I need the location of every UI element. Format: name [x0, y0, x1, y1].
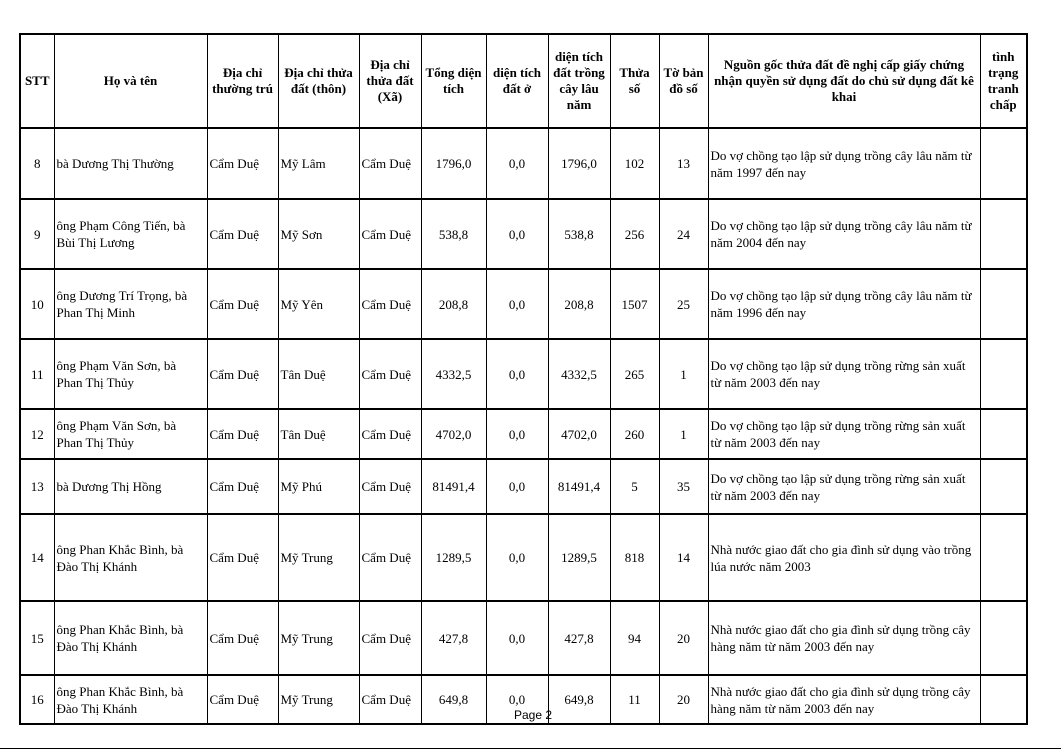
cell-name: ông Dương Trí Trọng, bà Phan Thị Minh	[54, 269, 207, 339]
cell-perennial-area: 427,8	[548, 601, 610, 675]
cell-stt: 10	[20, 269, 54, 339]
cell-permanent-address: Cẩm Duệ	[207, 514, 278, 601]
cell-parcel-number: 94	[610, 601, 659, 675]
cell-name: ông Phan Khắc Bình, bà Đào Thị Khánh	[54, 601, 207, 675]
land-registry-table	[19, 33, 1028, 725]
cell-name: ông Phạm Văn Sơn, bà Phan Thị Thủy	[54, 409, 207, 459]
cell-parcel-commune: Cẩm Duệ	[359, 339, 421, 409]
header-parcel-village: Địa chỉ thửa đất (thôn)	[278, 34, 359, 128]
cell-permanent-address: Cẩm Duệ	[207, 601, 278, 675]
cell-land-origin: Do vợ chồng tạo lập sử dụng trồng rừng sản xuất từ năm 2003 đến nay	[708, 409, 980, 459]
cell-map-sheet: 13	[659, 128, 708, 199]
cell-parcel-commune: Cẩm Duệ	[359, 199, 421, 269]
cell-name: bà Dương Thị Thường	[54, 128, 207, 199]
cell-permanent-address: Cẩm Duệ	[207, 269, 278, 339]
cell-stt: 16	[20, 675, 54, 724]
table-row	[20, 339, 1027, 409]
cell-total-area: 427,8	[421, 601, 486, 675]
cell-parcel-village: Mỹ Trung	[278, 675, 359, 724]
cell-parcel-number: 102	[610, 128, 659, 199]
table-row	[20, 269, 1027, 339]
table-row	[20, 459, 1027, 514]
cell-dispute-status	[980, 339, 1027, 409]
header-dispute-status: tình trạng tranh chấp	[980, 34, 1027, 128]
cell-map-sheet: 20	[659, 601, 708, 675]
cell-total-area: 208,8	[421, 269, 486, 339]
cell-total-area: 1289,5	[421, 514, 486, 601]
cell-name: bà Dương Thị Hồng	[54, 459, 207, 514]
cell-stt: 12	[20, 409, 54, 459]
header-parcel-commune: Địa chỉ thửa đất (Xã)	[359, 34, 421, 128]
cell-parcel-village: Mỹ Trung	[278, 514, 359, 601]
cell-parcel-commune: Cẩm Duệ	[359, 128, 421, 199]
cell-name: ông Phan Khắc Bình, bà Đào Thị Khánh	[54, 675, 207, 724]
cell-dispute-status	[980, 199, 1027, 269]
cell-land-origin: Do vợ chồng tạo lập sử dụng trồng cây lâu năm từ năm 1997 đến nay	[708, 128, 980, 199]
header-land-origin: Nguồn gốc thửa đất đề nghị cấp giấy chứng nhận quyền sử dụng đất do chủ sử dụng đất kê khai	[708, 34, 980, 128]
header-name: Họ và tên	[54, 34, 207, 128]
cell-total-area: 4702,0	[421, 409, 486, 459]
cell-parcel-commune: Cẩm Duệ	[359, 514, 421, 601]
cell-perennial-area: 4702,0	[548, 409, 610, 459]
cell-residential-area: 0,0	[486, 409, 548, 459]
cell-name: ông Phạm Văn Sơn, bà Phan Thị Thủy	[54, 339, 207, 409]
cell-land-origin: Nhà nước giao đất cho gia đình sử dụng vào trồng lúa nước năm 2003	[708, 514, 980, 601]
cell-land-origin: Nhà nước giao đất cho gia đình sử dụng trồng cây hàng năm từ năm 2003 đến nay	[708, 601, 980, 675]
cell-residential-area: 0,0	[486, 199, 548, 269]
cell-parcel-commune: Cẩm Duệ	[359, 459, 421, 514]
header-residential-area: diện tích đất ở	[486, 34, 548, 128]
table-row	[20, 601, 1027, 675]
cell-parcel-number: 5	[610, 459, 659, 514]
cell-residential-area: 0,0	[486, 269, 548, 339]
cell-parcel-number: 256	[610, 199, 659, 269]
cell-total-area: 4332,5	[421, 339, 486, 409]
cell-permanent-address: Cẩm Duệ	[207, 128, 278, 199]
cell-parcel-village: Mỹ Yên	[278, 269, 359, 339]
cell-parcel-village: Mỹ Sơn	[278, 199, 359, 269]
cell-total-area: 649,8	[421, 675, 486, 724]
cell-stt: 14	[20, 514, 54, 601]
cell-perennial-area: 4332,5	[548, 339, 610, 409]
cell-parcel-number: 260	[610, 409, 659, 459]
header-stt: STT	[20, 34, 54, 128]
cell-total-area: 1796,0	[421, 128, 486, 199]
cell-name: ông Phan Khắc Bình, bà Đào Thị Khánh	[54, 514, 207, 601]
cell-perennial-area: 81491,4	[548, 459, 610, 514]
cell-dispute-status	[980, 128, 1027, 199]
cell-permanent-address: Cẩm Duệ	[207, 409, 278, 459]
header-total-area: Tổng diện tích	[421, 34, 486, 128]
page-number: Page 2	[514, 708, 553, 722]
cell-map-sheet: 20	[659, 675, 708, 724]
header-perennial-area: diện tích đất trồng cây lâu năm	[548, 34, 610, 128]
cell-dispute-status	[980, 514, 1027, 601]
cell-parcel-number: 11	[610, 675, 659, 724]
cell-residential-area: 0,0	[486, 128, 548, 199]
cell-dispute-status	[980, 409, 1027, 459]
cell-dispute-status	[980, 459, 1027, 514]
table-row	[20, 409, 1027, 459]
table-row	[20, 514, 1027, 601]
cell-perennial-area: 208,8	[548, 269, 610, 339]
cell-land-origin: Do vợ chồng tạo lập sử dụng trồng cây lâu năm từ năm 1996 đến nay	[708, 269, 980, 339]
cell-dispute-status	[980, 601, 1027, 675]
cell-parcel-number: 1507	[610, 269, 659, 339]
table-row	[20, 199, 1027, 269]
cell-parcel-village: Mỹ Lâm	[278, 128, 359, 199]
cell-perennial-area: 649,8	[548, 675, 610, 724]
cell-name: ông Phạm Công Tiến, bà Bùi Thị Lương	[54, 199, 207, 269]
cell-parcel-commune: Cẩm Duệ	[359, 409, 421, 459]
cell-map-sheet: 35	[659, 459, 708, 514]
cell-residential-area: 0,0	[486, 675, 548, 724]
cell-parcel-number: 265	[610, 339, 659, 409]
cell-parcel-village: Tân Duệ	[278, 339, 359, 409]
cell-land-origin: Do vợ chồng tạo lập sử dụng trồng rừng sản xuất từ năm 2003 đến nay	[708, 459, 980, 514]
cell-map-sheet: 1	[659, 339, 708, 409]
cell-parcel-commune: Cẩm Duệ	[359, 269, 421, 339]
cell-parcel-commune: Cẩm Duệ	[359, 601, 421, 675]
cell-total-area: 81491,4	[421, 459, 486, 514]
cell-stt: 8	[20, 128, 54, 199]
cell-parcel-commune: Cẩm Duệ	[359, 675, 421, 724]
table-row	[20, 128, 1027, 199]
cell-parcel-number: 818	[610, 514, 659, 601]
cell-dispute-status	[980, 675, 1027, 724]
cell-map-sheet: 24	[659, 199, 708, 269]
cell-land-origin: Do vợ chồng tạo lập sử dụng trồng rừng sản xuất từ năm 2003 đến nay	[708, 339, 980, 409]
cell-permanent-address: Cẩm Duệ	[207, 199, 278, 269]
cell-residential-area: 0,0	[486, 514, 548, 601]
cell-permanent-address: Cẩm Duệ	[207, 675, 278, 724]
cell-residential-area: 0,0	[486, 601, 548, 675]
cell-dispute-status	[980, 269, 1027, 339]
cell-residential-area: 0,0	[486, 459, 548, 514]
header-row	[20, 34, 1027, 128]
cell-residential-area: 0,0	[486, 339, 548, 409]
cell-stt: 11	[20, 339, 54, 409]
cell-perennial-area: 1796,0	[548, 128, 610, 199]
cell-perennial-area: 1289,5	[548, 514, 610, 601]
cell-permanent-address: Cẩm Duệ	[207, 339, 278, 409]
cell-land-origin: Nhà nước giao đất cho gia đình sử dụng trồng cây hàng năm từ năm 2003 đến nay	[708, 675, 980, 724]
cell-perennial-area: 538,8	[548, 199, 610, 269]
cell-stt: 9	[20, 199, 54, 269]
header-parcel-number: Thửa số	[610, 34, 659, 128]
cell-parcel-village: Tân Duệ	[278, 409, 359, 459]
cell-stt: 13	[20, 459, 54, 514]
cell-stt: 15	[20, 601, 54, 675]
cell-permanent-address: Cẩm Duệ	[207, 459, 278, 514]
cell-parcel-village: Mỹ Phú	[278, 459, 359, 514]
cell-total-area: 538,8	[421, 199, 486, 269]
header-permanent-address: Địa chỉ thường trú	[207, 34, 278, 128]
header-map-sheet: Tờ bản đồ số	[659, 34, 708, 128]
cell-map-sheet: 1	[659, 409, 708, 459]
cell-map-sheet: 14	[659, 514, 708, 601]
cell-parcel-village: Mỹ Trung	[278, 601, 359, 675]
cell-land-origin: Do vợ chồng tạo lập sử dụng trồng cây lâu năm từ năm 2004 đến nay	[708, 199, 980, 269]
page-bottom-rule	[0, 748, 1061, 749]
cell-map-sheet: 25	[659, 269, 708, 339]
